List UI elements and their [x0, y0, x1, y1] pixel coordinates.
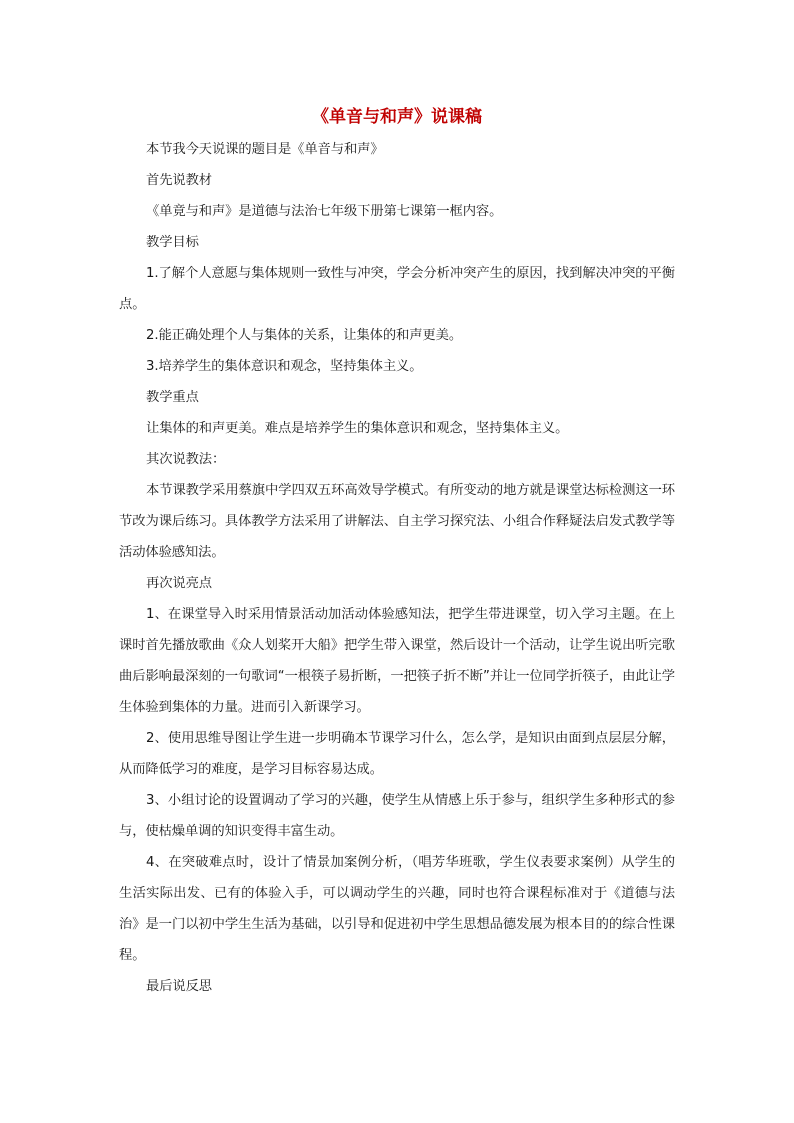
heading-goals: 教学目标 [146, 235, 199, 250]
highlight-item-3: 3、小组讨论的设置调动了学习的兴趣，使学生从情感上乐于参与，组织学生多种形式的参与，使枯燥单调的知识变得丰富生动。 [119, 793, 675, 839]
highlight-item-2: 2、使用思维导图让学生进一步明确本节课学习什么，怎么学，是知识由面到点层层分解，从而降低学习的难度，是学习目标容易达成。 [119, 731, 675, 777]
paragraph-key-points: 让集体的和声更美。难点是培养学生的集体意识和观念，坚持集体主义。 [146, 421, 569, 436]
goal-item-2: 2.能正确处理个人与集体的关系，让集体的和声更美。 [146, 328, 463, 343]
heading-teaching-method: 其次说教法： [146, 452, 226, 467]
paragraph-teaching-method: 本节课教学采用蔡旗中学四双五环高效导学模式。有所变动的地方就是课堂达标检测这一环节改为课后练习。具体教学方法采用了讲解法、自主学习探究法、小组合作释疑法启发式教学等活动体验感知法。 [119, 483, 675, 560]
heading-key-points: 教学重点 [146, 390, 199, 405]
heading-reflection: 最后说反思 [146, 979, 212, 994]
paragraph-textbook: 《单竟与和声》是道德与法治七年级下册第七课第一框内容。 [146, 204, 503, 219]
paragraph-topic: 本节我今天说课的题目是《单音与和声》 [146, 142, 384, 157]
heading-highlights: 再次说亮点 [146, 576, 212, 591]
highlight-item-4: 4、在突破难点时，设计了情景加案例分析，（唱芳华班歌，学生仪表要求案例）从学生的生活实际出发、已有的体验入手，可以调动学生的兴趣，同时也符合课程标准对于《道德与法治》是一门以初中学生生活为基础，以引导和促进初中学生思想品德发展为根本目的的综合性课程。 [119, 855, 675, 963]
document-body [119, 103, 675, 1002]
goal-item-3: 3.培养学生的集体意识和观念，坚持集体主义。 [146, 359, 423, 374]
document-title: 《单音与和声》说课稿 [312, 107, 482, 127]
highlight-item-1: 1、在课堂导入时采用情景活动加活动体验感知法，把学生带进课堂，切入学习主题。在上课时首先播放歌曲《众人划桨开大船》把学生带入课堂，然后设计一个活动，让学生说出听完歌曲后影响最深刻的一句歌词“一根筷子易折断，一把筷子折不断”并让一位同学折筷子，由此让学生体验到集体的力量。进而引入新课学习。 [119, 607, 675, 715]
goal-item-1: 1.了解个人意愿与集体规则一致性与冲突，学会分析冲突产生的原因，找到解决冲突的平衡点。 [119, 266, 675, 312]
heading-textbook: 首先说教材 [146, 173, 212, 188]
